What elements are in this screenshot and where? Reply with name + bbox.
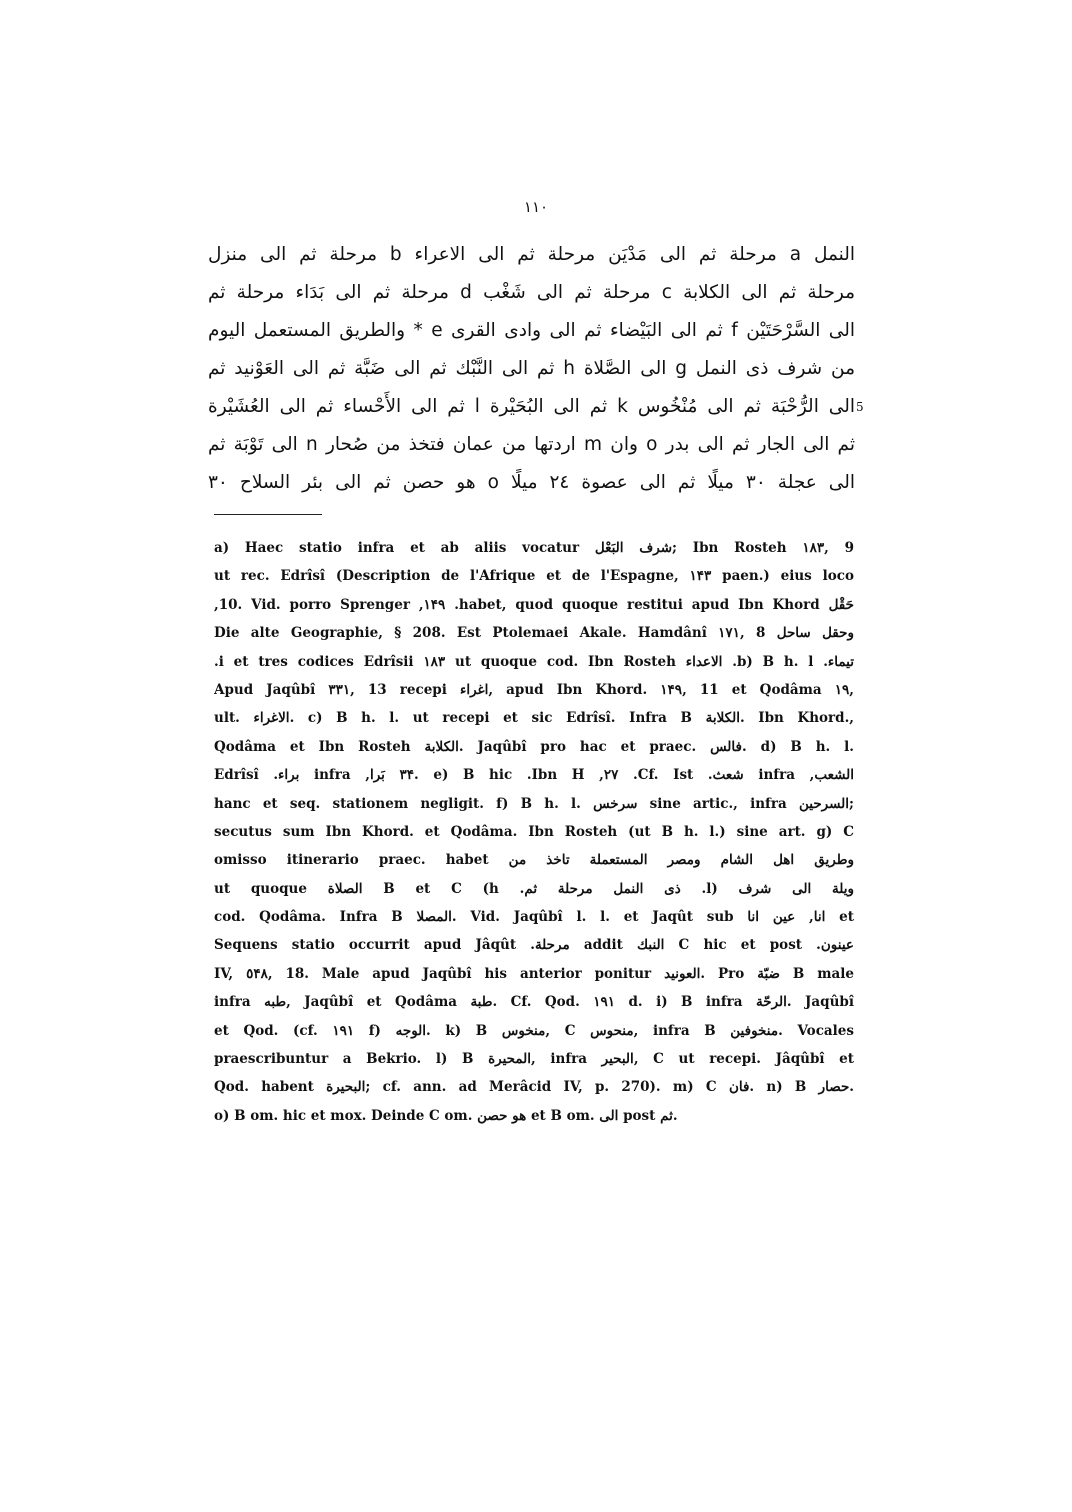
footnote-line: Qod. habent البحيرة; cf. ann. ad Merâcid IV, p. 270). m) C فان. n) B حصار. [214,1079,854,1096]
line-number-marker: 5 [856,400,864,414]
page-number: ١١٠ [523,198,549,216]
footnote-line: Die alte Geographie, § 208. Est Ptolemaei Akale. Hamdânî ١٧١, 8 وحقل ساحل [214,625,854,642]
footnote-line: تيماء. b) B h. l. الاعداء ut quoque cod. Ibn Rosteh ١٨٣ i et tres codices Edrîsii. [214,653,854,670]
footnote-line: secutus sum Ibn Khord. et Qodâma. Ibn Rosteh (ut B h. l.) sine art. g) C [214,823,854,840]
footnote-line: Apud Jaqûbî ٣٣١, 13 recepi اغراء, apud Ibn Khord. ١۴٩, 11 et Qodâma ١٩, [214,681,854,698]
main-text-line: من شرف ذى النمل g الى الصَّلاة h ثم الى النَّبْك ثم الى ضَبَّة ثم الى العَوْنيد ثم [208,358,855,379]
main-text-line: مرحلة ثم الى الكلابة c مرحلة ثم الى شَغْب d مرحلة ثم الى بَدَاء مرحلة ثم [208,282,855,303]
footnote-line: حَقْل habet, quod quoque restitui apud Ibn Khord. ١۴٩, 10. Vid. porro Sprenger, [214,596,854,613]
footnote-line: عينون. C hic et post النبك addit مرحلة. Sequens statio occurrit apud Jâqût [214,937,854,954]
footnote-line: infra طبه, Jaqûbî et Qodâma طبة. Cf. Qod. ١٩١ d. i) B infra الرحّة. Jaqûbî [214,994,854,1011]
main-text-line: الى عجلة ٣٠ ميلًا ثم الى عصوة ٢٤ ميلًا o هو حصن ثم الى بئر السلاح ٣٠ [208,472,855,493]
footnote-line: ويلة الى شرف (l. ذى النمل مرحلة ثم. h) B et C الصلاة ut quoque [214,880,854,897]
footnote-line: hanc et seq. stationem negligit. f) B h. l. سرخس sine artic., infra السرحين; [214,795,854,812]
main-text-line: ثم الى الجار ثم الى بدر o وان m اردتها من عمان فتخذ من صُحار n الى تَوْبَة ثم [208,434,855,455]
footnotes [214,534,854,1130]
footnote-line: Qodâma et Ibn Rosteh الكلابة. Jaqûbî pro hac et praec. فالس. d) B h. l. [214,738,854,755]
main-text-line: الى السَّرْحَتَيْن f ثم الى البَيْضاء ثم الى وادى القرى e * والطريق المستعمل اليوم [208,320,855,341]
footnote-line: o) B om. hic et mox. Deinde C om. هو حصن et B om. الى post ثم. [214,1107,678,1124]
footnote-line: IV, ٥۴٨, 18. Male apud Jaqûbî his anterior ponitur العونيد. Pro ضبّة B male [214,965,854,982]
arabic-main-text [208,236,855,502]
footnote-line: praescribuntur a Bekrio. l) B المحيرة, infra البحير, C ut recepi. Jâqûbî et [214,1051,854,1068]
footnote-line: omisso itinerario praec. habet وطريق اهل الشام ومصر المستعملة تاخذ من [214,852,854,869]
footnote-line: الشعب, infra شعث. Cf. Ist. ٢٧, Ibn H. ٣۴. e) B hic بَرا, infra براء. Edrîsî [214,767,854,784]
footnote-divider [214,514,322,515]
footnote-line: ult. الاغراء. c) B h. l. ut recepi et sic Edrîsî. Infra B الكلابة. Ibn Khord., [214,710,854,727]
main-text-line: الى الرُّحْبَة ثم الى مُنْخُوس k ثم الى البُحَيْرة l ثم الى الأَحْساء ثم الى العُشَيْرة [208,396,855,417]
footnote-line: et Qod. (cf. ١٩١ f) الوجه. k) B منخوس, C منحوس, infra B منخوفين. Vocales [214,1022,854,1039]
footnote-line: ut rec. Edrîsî (Description de l'Afrique et de l'Espagne, ١۴٣ paen.) eius loco [214,568,854,585]
footnote-line: cod. Qodâma. Infra B المصلا. Vid. Jaqûbî l. l. et Jaqût sub انا, عين انا et [214,909,854,926]
main-text-line: النمل a مرحلة ثم الى مَدْيَن مرحلة ثم الى الاعراء b مرحلة ثم الى منزل [208,244,855,265]
footnote-line: a) Haec statio infra et ab aliis vocatur شرف البَعْل; Ibn Rosteh ١٨٣, 9 [214,540,854,556]
